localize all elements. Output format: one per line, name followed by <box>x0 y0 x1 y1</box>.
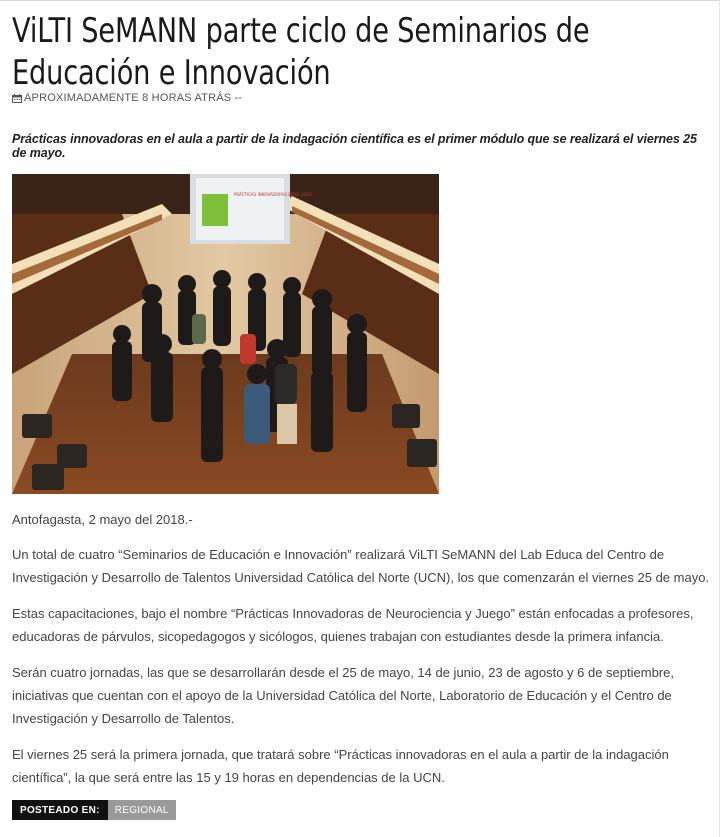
paragraph: Un total de cuatro “Seminarios de Educación e Innovación” realizará ViLTI SeMANN del Lab Educa del Centro de Investigación y Desarrollo de Talentos Universidad Católica del Norte (UCN), los que comenzarán el viernes 25 de mayo. <box>12 547 710 585</box>
slide-text: PRÁCTICAS INNOVADORAS EN EL AULA <box>234 192 312 197</box>
calendar-icon <box>12 94 22 103</box>
article-photo <box>12 174 439 494</box>
paragraph: Serán cuatro jornadas, las que se desarrollarán desde el 25 de mayo, 14 de junio, 23 de agosto y 6 de septiembre, iniciativas que cuentan con el apoyo de la Universidad Católica del Norte, Laboratorio de Educación y el Centro de Investigación y Desarrollo de Talentos. <box>12 665 674 726</box>
article-body <box>12 508 712 789</box>
paragraph: El viernes 25 será la primera jornada, que tratará sobre “Prácticas innovadoras en el aula a partir de la indagación científica”, la que será entre las 15 y 19 horas en dependencias de la UCN. <box>12 747 669 785</box>
article <box>12 10 712 802</box>
paragraph: Estas capacitaciones, bajo el nombre “Prácticas Innovadoras de Neurociencia y Juego” están enfocadas a profesores, educadoras de párvulos, sicopedagogos y sicólogos, quienes trabajan con estudiantes desde la primera infancia. <box>12 606 694 644</box>
article-timestamp: APROXIMADAMENTE 8 HORAS ATRÁS -- <box>24 92 243 104</box>
category-link-regional[interactable]: REGIONAL <box>108 800 176 820</box>
dateline: Antofagasta, 2 mayo del 2018.- <box>12 512 193 527</box>
post-tags <box>12 800 176 820</box>
article-lead: Prácticas innovadoras en el aula a partir de la indagación científica es el primer módulo que se realizará el viernes 25 de mayo. <box>12 132 697 160</box>
top-border <box>0 0 720 1</box>
posted-in-label: POSTEADO EN: <box>12 800 108 820</box>
article-title: ViLTI SeMANN parte ciclo de Seminarios de Educación e Innovación <box>12 11 590 93</box>
